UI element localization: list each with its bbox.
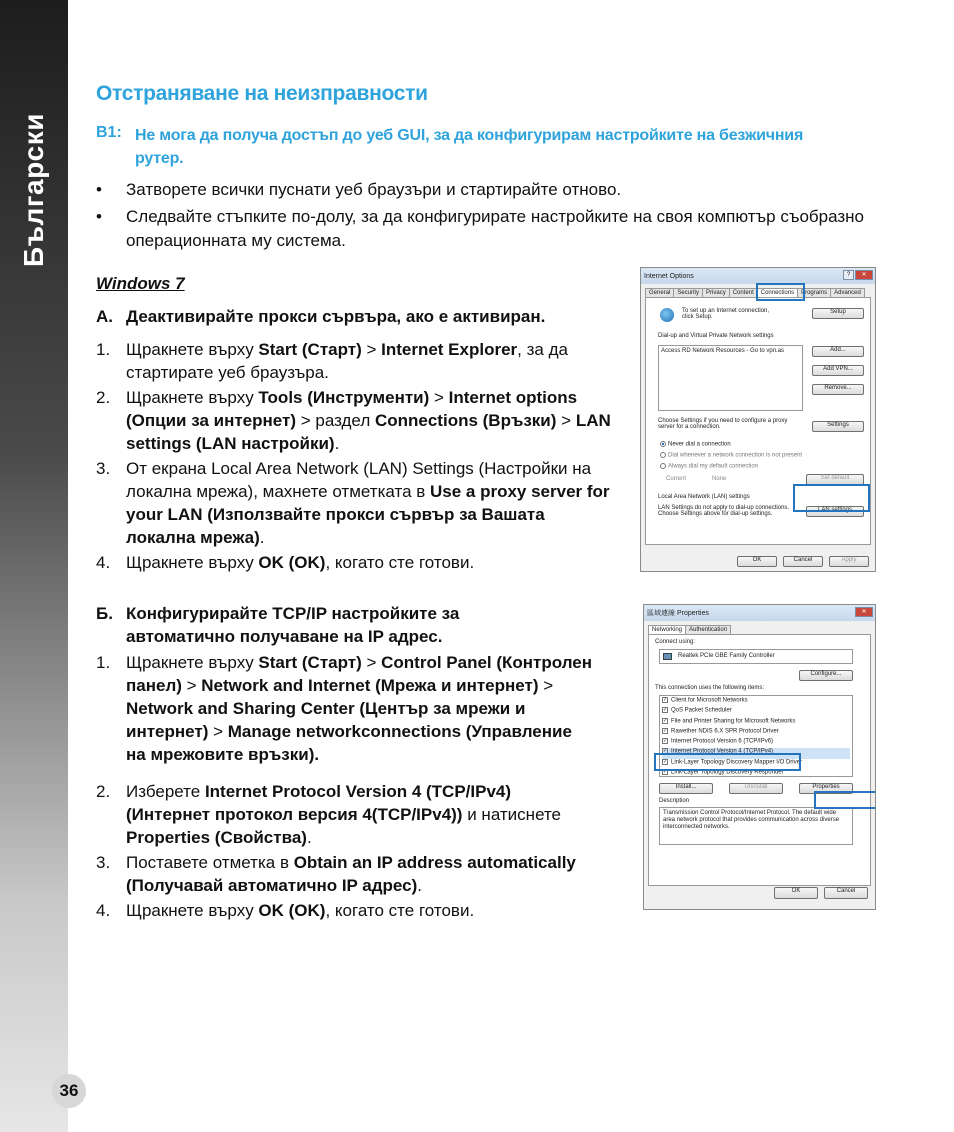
step-text-bold: Network and Sharing Center (Център за мрежи и интернет) bbox=[126, 699, 526, 741]
properties-screenshot bbox=[643, 604, 876, 910]
item-label: Client for Microsoft Networks bbox=[671, 697, 748, 704]
checkbox-icon[interactable]: ✓ bbox=[663, 707, 668, 714]
radio-icon bbox=[660, 441, 666, 447]
checkbox-icon[interactable]: ✓ bbox=[663, 697, 668, 703]
item-label: Link-Layer Topology Discovery Responder bbox=[671, 769, 784, 776]
checkbox-icon[interactable]: ✓ bbox=[663, 717, 668, 724]
step-number: 3. bbox=[96, 853, 111, 872]
list-item: • Затворете всички пуснати уеб браузъри и стартирайте отново. bbox=[96, 180, 622, 199]
bullet-text: Затворете всички пуснати уеб браузъри и стартирайте отново. bbox=[126, 180, 622, 199]
setup-button[interactable]: Setup bbox=[812, 308, 864, 319]
set-default-button[interactable]: Set default bbox=[806, 474, 864, 485]
step-text: и натиснете bbox=[462, 805, 562, 824]
radio-label: Never dial a connection bbox=[668, 441, 731, 448]
adapter-box bbox=[659, 649, 853, 664]
tab-privacy[interactable]: Privacy bbox=[702, 288, 730, 297]
checkbox-icon[interactable]: ✓ bbox=[663, 758, 668, 765]
side-tab bbox=[0, 0, 68, 1132]
tab-security[interactable]: Security bbox=[673, 288, 703, 297]
bullet-list bbox=[96, 178, 886, 256]
uninstall-button[interactable]: Uninstall bbox=[729, 783, 783, 794]
step-text-bold: Tools (Инструменти) bbox=[258, 388, 430, 407]
tab-authentication[interactable]: Authentication bbox=[685, 625, 731, 634]
window-title: 區域連線 Properties bbox=[647, 610, 709, 617]
step-text: Изберете bbox=[126, 782, 205, 801]
window-title: Internet Options bbox=[644, 272, 694, 280]
globe-icon bbox=[660, 308, 674, 322]
step-text-bold: Internet options (Опции за интернет) bbox=[126, 388, 578, 430]
list-item[interactable] bbox=[662, 728, 850, 738]
side-language-label-wrap bbox=[4, 113, 64, 267]
question-label: В1: bbox=[96, 124, 122, 141]
description-box bbox=[659, 807, 853, 845]
radio-icon bbox=[660, 452, 666, 458]
section-b-letter: Б. bbox=[96, 604, 113, 623]
section-b-steps bbox=[96, 651, 596, 924]
step-text: > bbox=[181, 676, 202, 695]
close-icon[interactable]: ✕ bbox=[855, 270, 873, 280]
window-controls bbox=[843, 270, 873, 280]
step-text: > bbox=[361, 653, 382, 672]
tab-general[interactable]: General bbox=[645, 288, 674, 297]
step-text-bold: OK (OK) bbox=[258, 553, 326, 572]
step-text-bold: Control Panel (Контролен панел) bbox=[126, 653, 593, 695]
item-label: Link-Layer Topology Discovery Mapper I/O Driver bbox=[671, 759, 802, 766]
network-adapter-icon bbox=[663, 653, 672, 660]
step-number: 4. bbox=[96, 553, 111, 572]
list-item[interactable] bbox=[662, 738, 850, 748]
radio-label: Dial whenever a network connection is not present bbox=[668, 452, 803, 459]
step-item bbox=[96, 780, 596, 849]
section-b-title bbox=[96, 602, 566, 648]
checkbox-icon[interactable]: ✓ bbox=[663, 748, 668, 755]
list-item[interactable] bbox=[662, 718, 850, 728]
step-text: , когато сте готови. bbox=[325, 901, 475, 920]
step-text-bold: LAN settings (LAN настройки) bbox=[126, 411, 611, 453]
help-icon[interactable]: ? bbox=[843, 270, 854, 280]
configure-button[interactable]: Configure... bbox=[799, 670, 853, 681]
step-text: Щракнете върху bbox=[126, 901, 259, 920]
current-value: None bbox=[712, 476, 727, 482]
tab-content[interactable]: Content bbox=[729, 288, 758, 297]
step-text: Поставете отметка в bbox=[126, 853, 294, 872]
checkbox-icon[interactable]: ✓ bbox=[663, 769, 668, 776]
step-item bbox=[96, 338, 616, 384]
close-icon[interactable]: ✕ bbox=[855, 607, 873, 617]
page-title: Отстраняване на неизправности bbox=[96, 82, 428, 105]
description-text: Transmission Control Protocol/Internet Protocol. The default wide area network protocol that provides communication across diverse interconnected networks. bbox=[663, 810, 840, 830]
adapter-name: Realtek PCIe GBE Family Controller bbox=[678, 653, 775, 659]
window-controls bbox=[855, 607, 873, 617]
step-text: , за да стартирате уеб браузъра. bbox=[126, 340, 568, 382]
step-number: 1. bbox=[96, 653, 111, 672]
step-text: От екрана Local Area Network (LAN) Settings (Настройки на локална мрежа), махнете отметката в bbox=[126, 459, 592, 501]
internet-options-screenshot bbox=[640, 267, 876, 572]
item-label: Rawether NDIS 6.X SPR Protocol Driver bbox=[671, 728, 779, 735]
settings-button[interactable]: Settings bbox=[812, 421, 864, 432]
properties-button[interactable]: Properties bbox=[799, 783, 853, 794]
current-label: Current bbox=[666, 476, 687, 482]
connections-tab-highlight bbox=[756, 283, 805, 301]
question-text: Не мога да получа достъп до уеб GUI, за да конфигурирам настройките на безжичния рутер. bbox=[135, 127, 804, 167]
item-label: Internet Protocol Version 4 (TCP/IPv4) bbox=[671, 749, 774, 756]
step-text-bold: Internet Explorer bbox=[381, 340, 518, 359]
list-item[interactable] bbox=[662, 697, 850, 707]
install-button[interactable]: Install... bbox=[659, 783, 713, 794]
add-button[interactable]: Add... bbox=[812, 346, 864, 357]
side-language-label: Български bbox=[18, 113, 49, 267]
step-text-bold: OK (OK) bbox=[258, 901, 326, 920]
radio-icon bbox=[660, 463, 666, 469]
os-label: Windows 7 bbox=[96, 274, 185, 293]
step-text: > bbox=[208, 722, 228, 741]
lan-settings-highlight bbox=[793, 484, 870, 512]
tab-networking[interactable]: Networking bbox=[648, 625, 686, 634]
step-text: > bbox=[361, 340, 382, 359]
cancel-button[interactable]: Cancel bbox=[783, 556, 823, 567]
step-text: Щракнете върху bbox=[126, 388, 259, 407]
step-text: > bbox=[538, 676, 554, 695]
step-text: > bbox=[556, 411, 576, 430]
tab-advanced[interactable]: Advanced bbox=[830, 288, 865, 297]
section-a-steps bbox=[96, 338, 616, 576]
step-number: 2. bbox=[96, 782, 111, 801]
step-number: 3. bbox=[96, 459, 111, 478]
step-text-bold: Use a proxy server for your LAN (Използвайте прокси сървър за Вашата локална мрежа) bbox=[126, 482, 610, 547]
step-item bbox=[96, 851, 596, 897]
radio-never-dial[interactable] bbox=[660, 441, 731, 448]
step-item bbox=[96, 899, 596, 922]
section-b-text: Конфигурирайте TCP/IP настройките за автоматично получаване на IP адрес. bbox=[126, 604, 460, 646]
step-text-bold: Start (Старт) bbox=[258, 653, 362, 672]
setup-text: To set up an Internet connection, click Setup. bbox=[682, 308, 770, 320]
section-a-letter: A. bbox=[96, 307, 113, 326]
step-text-bold: Network and Internet (Мрежа и интернет) bbox=[201, 676, 539, 695]
lan-note: LAN Settings do not apply to dial-up connections. Choose Settings above for dial-up settings. bbox=[658, 505, 790, 517]
list-item[interactable] bbox=[662, 707, 850, 717]
lan-header: Local Area Network (LAN) settings bbox=[658, 494, 750, 500]
ipv4-highlight bbox=[654, 753, 801, 771]
step-text-bold: Internet Protocol Version 4 (TCP/IPv4) (Интернет протокол версия 4(TCP/IPv4)) bbox=[126, 782, 512, 824]
step-text-bold: Connections (Връзки) bbox=[374, 411, 557, 430]
step-item bbox=[96, 457, 616, 549]
properties-highlight bbox=[814, 791, 876, 809]
step-item bbox=[96, 386, 616, 455]
step-text-bold: Manage networkconnections (Управление на мрежовите връзки). bbox=[126, 722, 572, 764]
step-text: Щракнете върху bbox=[126, 653, 259, 672]
step-text: > раздел bbox=[296, 411, 375, 430]
tab-programs[interactable]: Programs bbox=[797, 288, 831, 297]
properties-tabs bbox=[644, 621, 875, 634]
lan-settings-button[interactable]: LAN settings bbox=[806, 506, 864, 517]
items-label: This connection uses the following items: bbox=[655, 685, 765, 691]
item-label: File and Printer Sharing for Microsoft Networks bbox=[671, 718, 796, 725]
bullet-text: Следвайте стъпките по-долу, за да конфигурирате настройките на своя компютър съобразно операционната му система. bbox=[126, 207, 865, 250]
item-label: Internet Protocol Version 6 (TCP/IPv6) bbox=[671, 738, 774, 745]
step-text-bold: Obtain an IP address automatically (Получавай автоматично IP адрес) bbox=[126, 853, 576, 895]
checkbox-icon[interactable]: ✓ bbox=[663, 727, 668, 734]
step-text: . bbox=[306, 828, 312, 847]
step-text: , когато сте готови. bbox=[325, 553, 475, 572]
tab-connections[interactable]: Connections bbox=[757, 288, 798, 297]
step-text: . bbox=[417, 876, 423, 895]
ok-button[interactable]: OK bbox=[737, 556, 777, 567]
step-item bbox=[96, 651, 596, 766]
step-text-bold: Properties (Свойства) bbox=[126, 828, 307, 847]
step-text: Щракнете върху bbox=[126, 340, 259, 359]
step-text-bold: Start (Старт) bbox=[258, 340, 362, 359]
connect-using-label: Connect using: bbox=[655, 639, 696, 645]
step-text: > bbox=[429, 388, 449, 407]
step-number: 2. bbox=[96, 388, 111, 407]
add-vpn-button[interactable]: Add VPN... bbox=[812, 365, 864, 376]
radio-always-dial[interactable] bbox=[660, 463, 758, 470]
apply-button[interactable]: Apply bbox=[829, 556, 869, 567]
page-number: 36 bbox=[52, 1074, 86, 1108]
list-item[interactable] bbox=[659, 346, 802, 356]
list-item: • Следвайте стъпките по-долу, за да конфигурирате настройките на своя компютър съобразно операционната му система. bbox=[96, 207, 865, 250]
item-label: QoS Packet Scheduler bbox=[671, 707, 732, 714]
step-text: . bbox=[259, 528, 265, 547]
proxy-note: Choose Settings if you need to configure a proxy server for a connection. bbox=[658, 418, 788, 430]
cancel-button[interactable]: Cancel bbox=[824, 887, 868, 899]
ok-button[interactable]: OK bbox=[774, 887, 818, 899]
radio-dial-when[interactable] bbox=[660, 452, 802, 459]
radio-label: Always dial my default connection bbox=[668, 463, 759, 470]
section-a-title bbox=[96, 305, 636, 328]
step-text: . bbox=[334, 434, 340, 453]
remove-button[interactable]: Remove... bbox=[812, 384, 864, 395]
section-a-text: Деактивирайте прокси сървъра, ако е активиран. bbox=[126, 307, 546, 326]
checkbox-icon[interactable]: ✓ bbox=[663, 738, 668, 745]
internet-options-titlebar bbox=[641, 268, 875, 284]
vpn-list[interactable] bbox=[658, 345, 803, 411]
dialup-header: Dial-up and Virtual Private Network settings bbox=[658, 333, 774, 339]
vpn-entry: Access RD Network Resources - Go to vpn.as bbox=[661, 348, 785, 354]
step-text: Щракнете върху bbox=[126, 553, 259, 572]
step-number: 1. bbox=[96, 340, 111, 359]
properties-titlebar bbox=[644, 605, 875, 621]
step-item bbox=[96, 551, 616, 574]
description-label: Description bbox=[659, 798, 690, 804]
step-number: 4. bbox=[96, 901, 111, 920]
